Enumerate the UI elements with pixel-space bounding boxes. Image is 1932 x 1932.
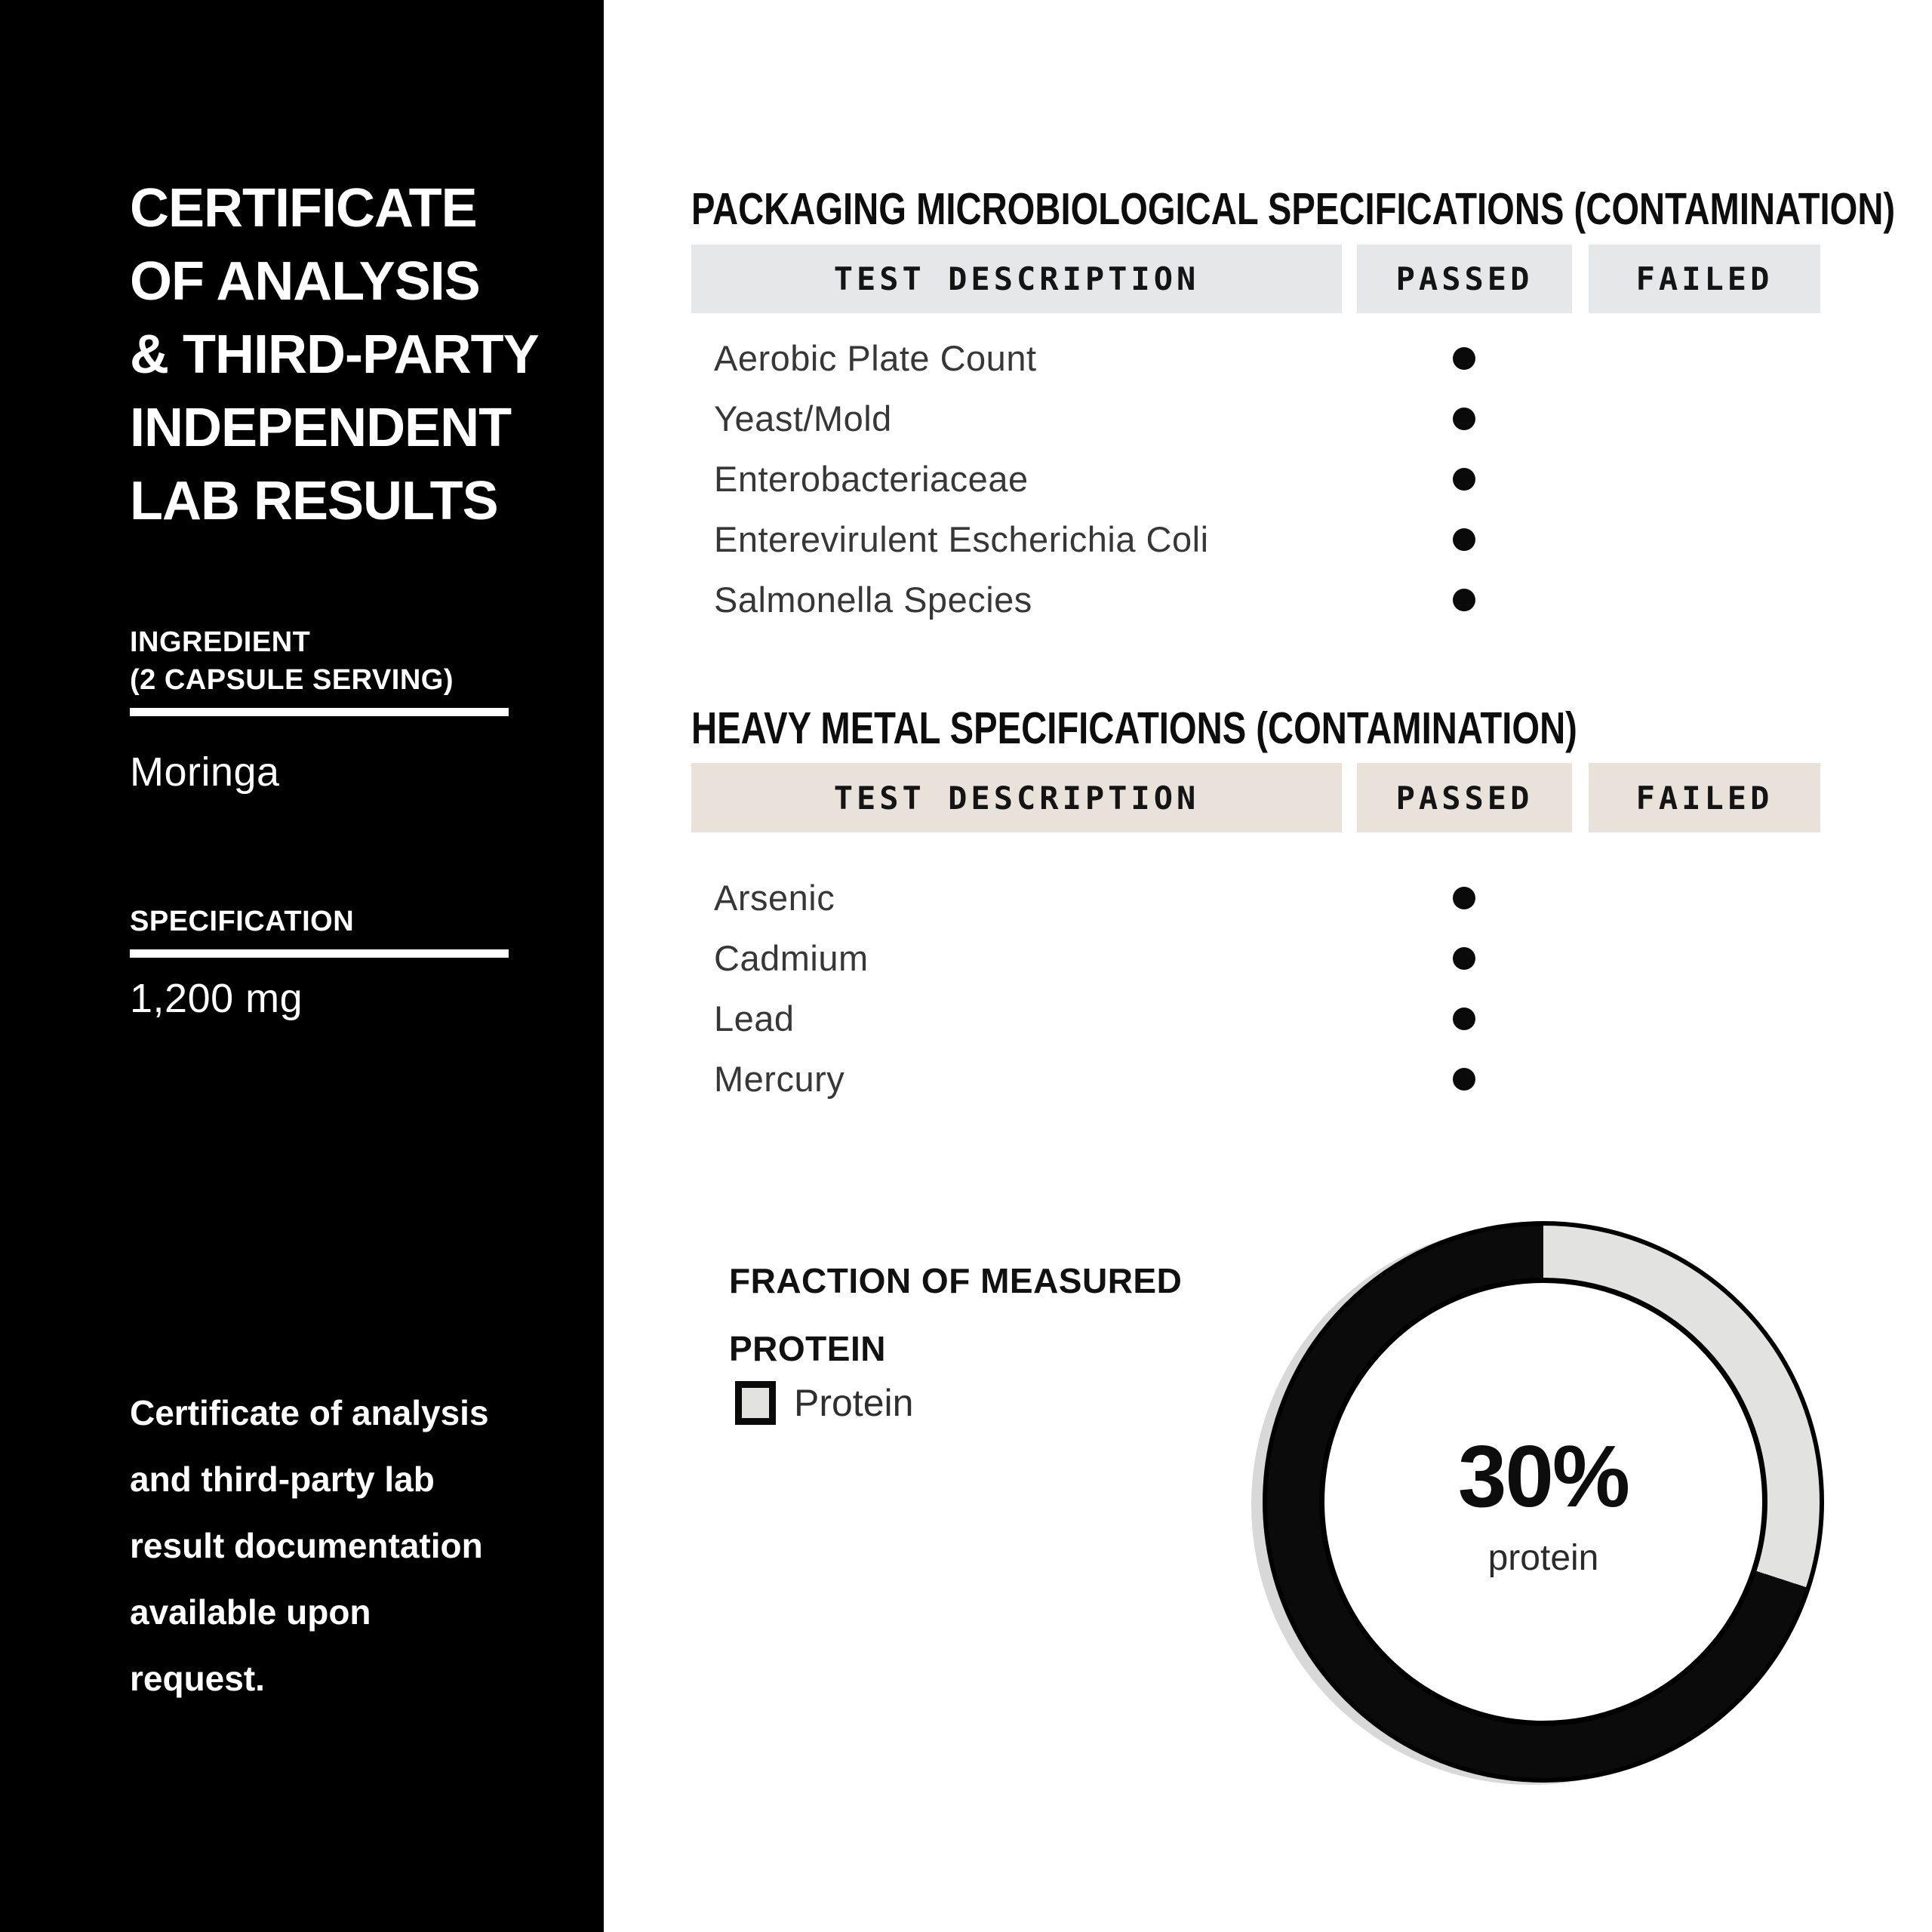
ingredient-divider [130,708,509,716]
table-row [691,989,1844,1049]
heavy-metal-table-title: HEAVY METAL SPECIFICATIONS (CONTAMINATION) [691,703,1577,753]
result-dot-passed [1453,347,1475,370]
microbiological-table-title: PACKAGING MICROBIOLOGICAL SPECIFICATIONS (CONTAMINATION) [691,184,1896,234]
sidebar [0,0,604,1932]
chart-title: FRACTION OF MEASURED PROTEIN [729,1261,1183,1368]
ingredient-serving-label: (2 CAPSULE SERVING) [130,664,454,696]
table-row [691,868,1844,928]
availability-footnote: Certificate of analysis and third-party lab result documentation available upon request. [130,1393,489,1698]
specification-value: 1,200 mg [130,976,303,1021]
test-description: Cadmium [714,938,869,978]
table-row [691,328,1844,389]
column-header-failed: FAILED [1589,245,1820,313]
column-header-failed: FAILED [1589,763,1820,832]
table-row [691,570,1844,630]
donut-center [1319,1278,1767,1726]
table-row [691,928,1844,989]
column-header-passed: PASSED [1357,763,1572,832]
table-row [691,509,1844,570]
protein-legend-swatch [735,1381,776,1425]
column-header-test-description: TEST DESCRIPTION [691,763,1342,832]
result-dot-passed [1453,1068,1475,1091]
ingredient-label: INGREDIENT [130,626,311,658]
specification-divider [130,949,509,958]
heavy-metal-table-rows [691,868,1844,1109]
test-description: Arsenic [714,878,835,918]
ingredient-value: Moringa [130,749,280,795]
column-header-passed: PASSED [1357,245,1572,313]
specification-label: SPECIFICATION [130,906,355,937]
test-description: Mercury [714,1059,845,1099]
donut-percent-value: 30% [1457,1426,1629,1525]
chart-legend [735,1381,913,1425]
result-dot-passed [1453,528,1475,551]
result-dot-passed [1453,408,1475,430]
table-row [691,389,1844,449]
test-description: Yeast/Mold [714,398,892,438]
test-description: Aerobic Plate Count [714,338,1037,378]
protein-legend-label: Protein [794,1382,914,1424]
donut-percent-label: protein [1487,1537,1599,1578]
column-header-test-description: TEST DESCRIPTION [691,245,1342,313]
protein-donut-chart [1263,1221,1824,1783]
microbiological-table-rows [691,328,1844,630]
test-description: Enterobacteriaceae [714,459,1029,499]
result-dot-passed [1453,468,1475,491]
result-dot-passed [1453,1008,1475,1030]
test-description: Enterevirulent Escherichia Coli [714,519,1209,559]
page-title: CERTIFICATE OF ANALYSIS & THIRD-PARTY INDEPENDENT LAB RESULTS [130,178,539,531]
result-dot-passed [1453,947,1475,970]
test-description: Salmonella Species [714,580,1032,620]
table-row [691,1049,1844,1109]
table-row [691,449,1844,509]
test-description: Lead [714,998,795,1038]
result-dot-passed [1453,589,1475,611]
result-dot-passed [1453,887,1475,909]
